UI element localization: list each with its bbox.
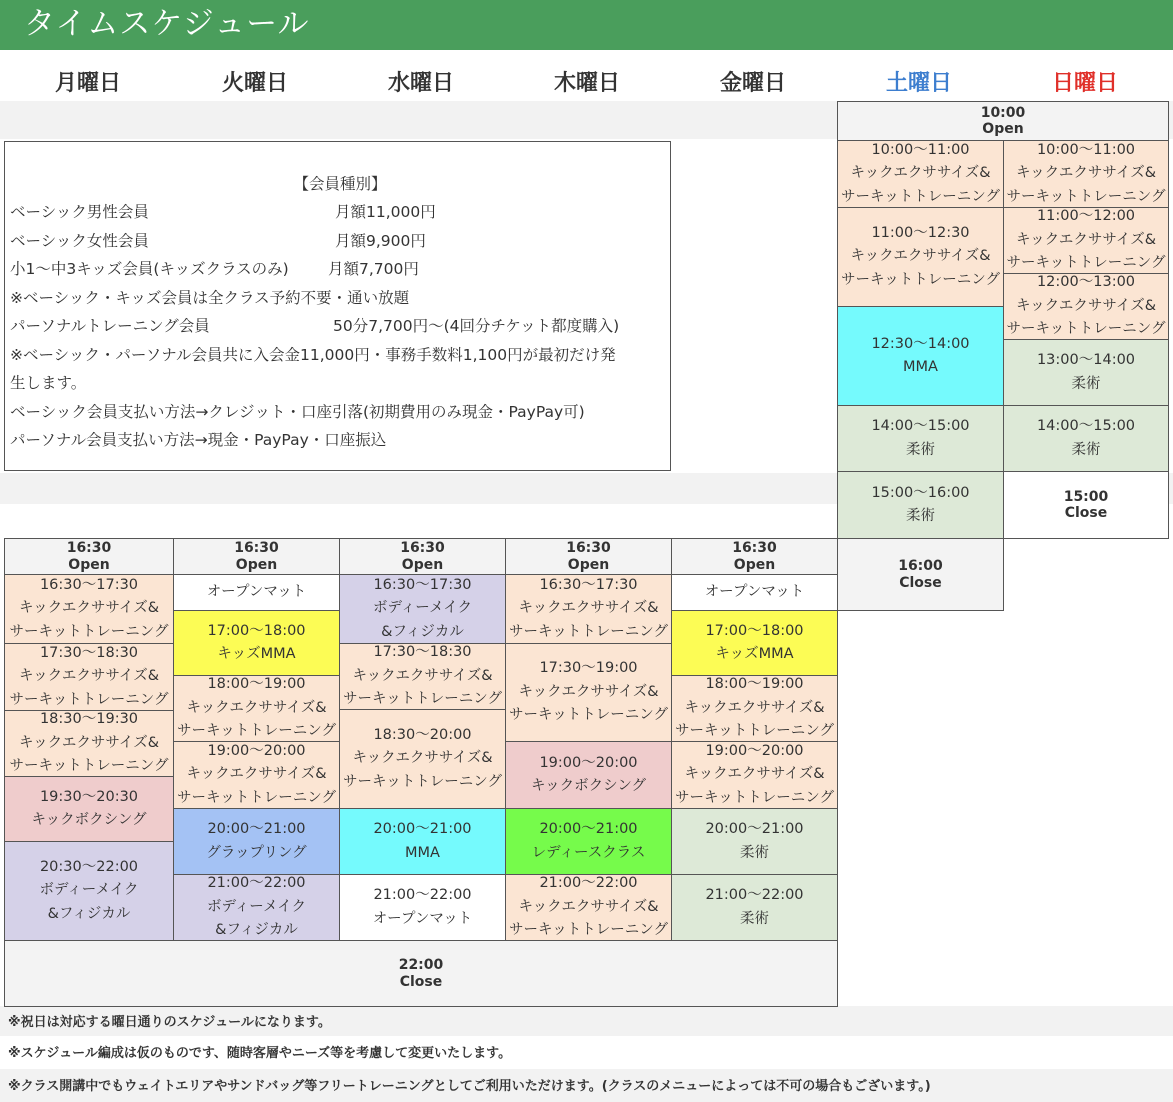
schedule-cell-sun-4: 13:00〜14:00 柔術 xyxy=(1003,339,1169,406)
fri-open: 16:30 Open xyxy=(671,538,838,575)
schedule-cell-sun-2: 11:00〜12:00 キックエクササイズ& サーキットトレーニング xyxy=(1003,207,1169,274)
day-label-wed: 水曜日 xyxy=(387,71,454,96)
membership-line: 生します。 xyxy=(10,374,87,392)
sat-close: 16:00 Close xyxy=(837,538,1004,611)
schedule-cell-tue-3: 18:00〜19:00 キックエクササイズ& サーキットトレーニング xyxy=(173,675,340,742)
schedule-cell-fri-3: 18:00〜19:00 キックエクササイズ& サーキットトレーニング xyxy=(671,675,838,742)
note-holiday: ※祝日は対応する曜日通りのスケジュールになります。 xyxy=(8,1015,331,1030)
sun-close: 15:00 Close xyxy=(1003,471,1169,539)
weekday-close: 22:00 Close xyxy=(4,940,838,1007)
schedule-cell-wed-4: 20:00〜21:00 MMA xyxy=(339,808,506,875)
schedule-cell-wed-3: 18:30〜20:00 キックエクササイズ& サーキットトレーニング xyxy=(339,709,506,809)
wed-open: 16:30 Open xyxy=(339,538,506,575)
schedule-cell-mon-2: 17:30〜18:30 キックエクササイズ& サーキットトレーニング xyxy=(4,643,174,711)
schedule-cell-tue-2: 17:00〜18:00 キッズMMA xyxy=(173,610,340,676)
tue-open: 16:30 Open xyxy=(173,538,340,575)
weekend-open: 10:00 Open xyxy=(837,101,1169,141)
schedule-cell-tue-6: 21:00〜22:00 ボディーメイク &フィジカル xyxy=(173,874,340,941)
schedule-cell-sat-2: 11:00〜12:30 キックエクササイズ& サーキットトレーニング xyxy=(837,207,1004,307)
day-label-tue: 火曜日 xyxy=(221,71,288,96)
schedule-cell-sun-1: 10:00〜11:00 キックエクササイズ& サーキットトレーニング xyxy=(1003,140,1169,208)
schedule-cell-fri-4: 19:00〜20:00 キックエクササイズ& サーキットトレーニング xyxy=(671,741,838,809)
membership-line: 小1〜中3キッズ会員(キッズクラスのみ) 月額7,700円 xyxy=(10,260,419,278)
schedule-cell-fri-1: オープンマット xyxy=(671,574,838,611)
schedule-cell-sat-1: 10:00〜11:00 キックエクササイズ& サーキットトレーニング xyxy=(837,140,1004,208)
schedule-cell-thu-2: 17:30〜19:00 キックエクササイズ& サーキットトレーニング xyxy=(505,643,672,742)
note-schedule-change: ※スケジュール編成は仮のものです、随時客層やニーズ等を考慮して変更いたします。 xyxy=(8,1046,512,1061)
schedule-cell-mon-3: 18:30〜19:30 キックエクササイズ& サーキットトレーニング xyxy=(4,710,174,777)
day-label-sat: 土曜日 xyxy=(885,71,952,96)
schedule-cell-sat-4: 14:00〜15:00 柔術 xyxy=(837,405,1004,472)
schedule-cell-thu-1: 16:30〜17:30 キックエクササイズ& サーキットトレーニング xyxy=(505,574,672,644)
schedule-cell-fri-2: 17:00〜18:00 キッズMMA xyxy=(671,610,838,676)
schedule-cell-tue-1: オープンマット xyxy=(173,574,340,611)
schedule-cell-mon-1: 16:30〜17:30 キックエクササイズ& サーキットトレーニング xyxy=(4,574,174,644)
schedule-cell-fri-6: 21:00〜22:00 柔術 xyxy=(671,874,838,941)
membership-line: パーソナルトレーニング会員 50分7,700円〜(4回分チケット都度購入) xyxy=(10,317,620,335)
schedule-cell-wed-1: 16:30〜17:30 ボディーメイク &フィジカル xyxy=(339,574,506,644)
page-header xyxy=(0,0,1173,50)
schedule-cell-thu-3: 19:00〜20:00 キックボクシング xyxy=(505,741,672,809)
schedule-cell-sat-3: 12:30〜14:00 MMA xyxy=(837,306,1004,406)
membership-line: ※ベーシック・パーソナル会員共に入会金11,000円・事務手数料1,100円が最初だけ発 xyxy=(10,345,616,364)
membership-line: ベーシック男性会員 月額11,000円 xyxy=(10,203,436,221)
schedule-cell-fri-5: 20:00〜21:00 柔術 xyxy=(671,808,838,875)
membership-line: ベーシック会員支払い方法→クレジット・口座引落(初期費用のみ現金・PayPay可) xyxy=(10,402,585,421)
schedule-cell-tue-4: 19:00〜20:00 キックエクササイズ& サーキットトレーニング xyxy=(173,741,340,809)
schedule-cell-sun-3: 12:00〜13:00 キックエクササイズ& サーキットトレーニング xyxy=(1003,273,1169,340)
mon-open: 16:30 Open xyxy=(4,538,174,575)
schedule-cell-thu-4: 20:00〜21:00 レディースクラス xyxy=(505,808,672,875)
membership-line: ベーシック女性会員 月額9,900円 xyxy=(10,231,426,250)
membership-info xyxy=(4,141,671,471)
schedule-cell-thu-5: 21:00〜22:00 キックエクササイズ& サーキットトレーニング xyxy=(505,874,672,941)
membership-line: ※ベーシック・キッズ会員は全クラス予約不要・通い放題 xyxy=(10,288,410,307)
day-label-thu: 木曜日 xyxy=(553,71,620,96)
membership-line: パーソナル会員支払い方法→現金・PayPay・口座振込 xyxy=(10,431,387,449)
schedule-cell-sun-5: 14:00〜15:00 柔術 xyxy=(1003,405,1169,472)
schedule-cell-sat-5: 15:00〜16:00 柔術 xyxy=(837,471,1004,539)
schedule-cell-mon-4: 19:30〜20:30 キックボクシング xyxy=(4,776,174,842)
page-title: タイムスケジュール xyxy=(24,6,310,42)
day-label-fri: 金曜日 xyxy=(719,71,786,96)
schedule-cell-wed-2: 17:30〜18:30 キックエクササイズ& サーキットトレーニング xyxy=(339,643,506,710)
schedule-cell-wed-5: 21:00〜22:00 オープンマット xyxy=(339,874,506,941)
membership-title: 【会員種別】 xyxy=(293,175,387,193)
schedule-cell-mon-5: 20:30〜22:00 ボディーメイク &フィジカル xyxy=(4,841,174,941)
schedule-cell-tue-5: 20:00〜21:00 グラップリング xyxy=(173,808,340,875)
day-label-sun: 日曜日 xyxy=(1051,71,1118,96)
note-free-training: ※クラス開講中でもウェイトエリアやサンドバッグ等フリートレーニングとしてご利用いただけます。(クラスのメニューによっては不可の場合もございます。) xyxy=(8,1079,931,1094)
thu-open: 16:30 Open xyxy=(505,538,672,575)
day-label-mon: 月曜日 xyxy=(54,71,121,96)
